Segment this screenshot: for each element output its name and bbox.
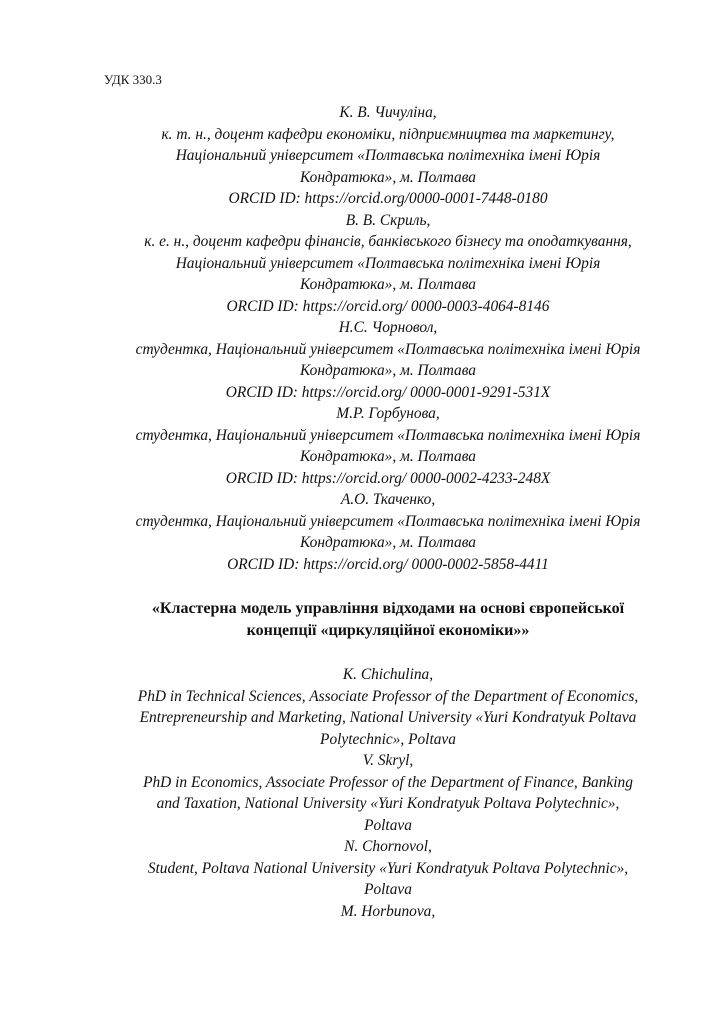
- author-affiliation: студентка, Національний університет «Полтавська політехніка імені Юрія: [135, 340, 641, 358]
- author-affiliation: Національний університет «Полтавська політехніка імені Юрія: [175, 147, 601, 164]
- author-name: N. Chornovol,: [344, 838, 432, 855]
- article-title: [98, 598, 678, 642]
- author-orcid: ORCID ID: https://orcid.org/ 0000-0002-4233-248X: [225, 469, 551, 487]
- author-position: к. е. н., доцент кафедри фінансів, банківського бізнесу та оподаткування,: [144, 233, 632, 250]
- author-name: К. В. Чичуліна,: [339, 104, 437, 121]
- author-orcid: ORCID ID: https://orcid.org/ 0000-0001-9291-531X: [225, 383, 551, 401]
- author-affiliation: and Taxation, National University «Yuri Kondratyuk Poltava Polytechnic»,: [156, 795, 620, 812]
- author-affiliation: Student, Poltava National University «Yuri Kondratyuk Poltava Polytechnic»,: [147, 859, 629, 877]
- author-position: к. т. н., доцент кафедри економіки, підприємництва та маркетингу,: [161, 125, 615, 143]
- author-orcid: ORCID ID: https://orcid.org/ 0000-0003-4064-8146: [226, 297, 550, 315]
- author-affiliation: Entrepreneurship and Marketing, National University «Yuri Kondratyuk Poltava: [139, 709, 637, 726]
- author-affiliation: Кондратюка», м. Полтава: [300, 448, 476, 465]
- english-authors-block: [98, 664, 678, 922]
- author-affiliation: Кондратюка», м. Полтава: [300, 534, 476, 551]
- author-position: PhD in Technical Sciences, Associate Professor of the Department of Economics,: [137, 687, 639, 705]
- author-name: А.О. Ткаченко,: [340, 491, 436, 508]
- author-affiliation: Poltava: [364, 881, 412, 898]
- author-affiliation: Polytechnic», Poltava: [320, 730, 456, 748]
- author-orcid: ORCID ID: https://orcid.org/ 0000-0002-5858-4411: [227, 555, 549, 573]
- article-title-line: «Кластерна модель управління відходами на основі європейської: [151, 600, 625, 617]
- author-affiliation: Кондратюка», м. Полтава: [300, 362, 476, 379]
- udk-code: УДК 330.3: [104, 72, 162, 87]
- author-affiliation: студентка, Національний університет «Полтавська політехніка імені Юрія: [135, 512, 641, 530]
- author-affiliation: Кондратюка», м. Полтава: [300, 168, 476, 186]
- author-name: Н.С. Чорновол,: [338, 319, 438, 336]
- author-orcid: ORCID ID: https://orcid.org/0000-0001-7448-0180: [228, 190, 548, 207]
- author-affiliation: Національний університет «Полтавська політехніка імені Юрія: [175, 254, 601, 272]
- author-name: В. В. Скриль,: [345, 211, 431, 229]
- author-name: V. Skryl,: [362, 752, 414, 769]
- author-affiliation: Poltava: [364, 816, 412, 834]
- author-name: K. Chichulina,: [342, 666, 434, 683]
- article-title-line: концепції «циркуляційної економіки»»: [246, 622, 530, 639]
- author-name: М.Р. Горбунова,: [336, 405, 440, 422]
- author-position: PhD in Economics, Associate Professor of the Department of Finance, Banking: [143, 773, 633, 791]
- author-affiliation: Кондратюка», м. Полтава: [300, 276, 476, 293]
- author-name: M. Horbunova,: [340, 902, 436, 920]
- author-affiliation: студентка, Національний університет «Полтавська політехніка імені Юрія: [135, 426, 641, 444]
- ukrainian-authors-block: [98, 102, 678, 575]
